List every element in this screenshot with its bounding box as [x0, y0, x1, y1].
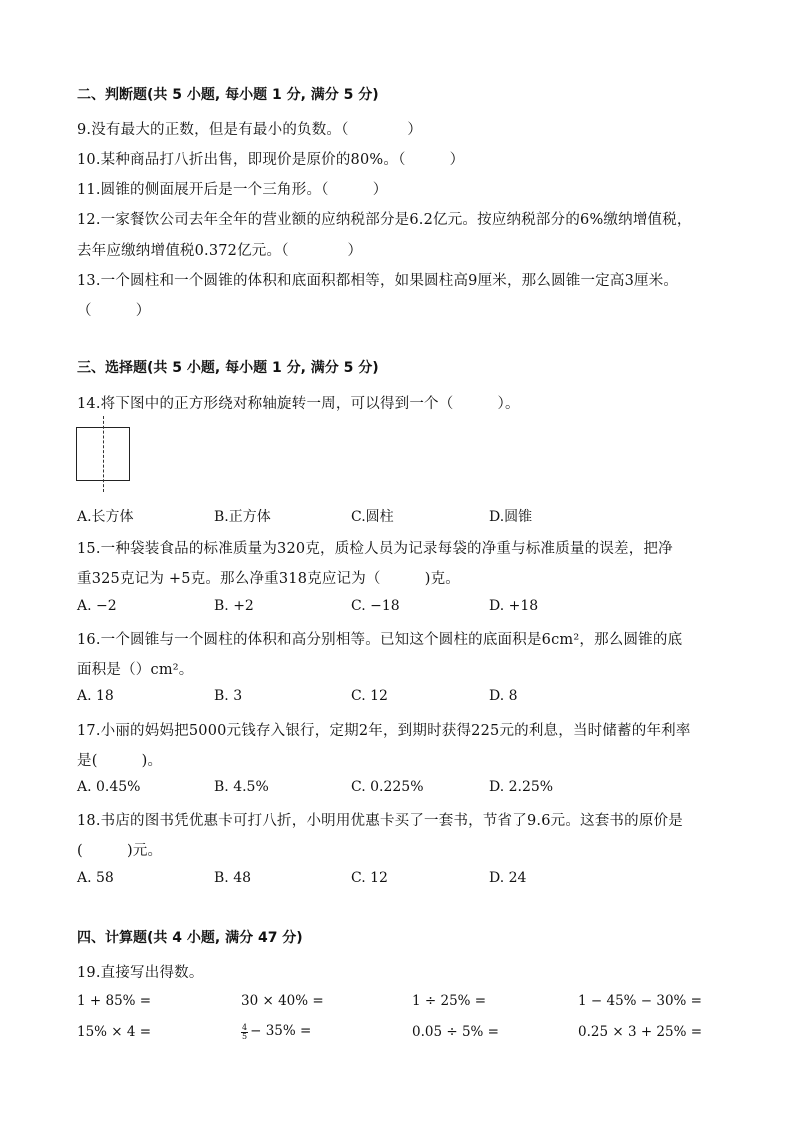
calc-2-2-text: − 35% = [250, 1023, 312, 1039]
question-16-line-2: 面积是（）cm²。 [77, 662, 194, 678]
calc-1-1: 1 + 85% = [77, 993, 152, 1009]
section-heading-choice: 三、选择题(共 5 小题, 每小题 1 分, 满分 5 分) [77, 360, 379, 376]
q15-option-a: A. −2 [77, 598, 117, 614]
question-16-line-1: 16.一个圆锥与一个圆柱的体积和高分别相等。已知这个圆柱的底面积是6cm²，那么圆锥的底 [77, 632, 683, 648]
q18-option-a: A. 58 [77, 870, 114, 886]
question-9: 9.没有最大的正数，但是有最小的负数。（ ） [77, 122, 423, 138]
q16-option-b: B. 3 [214, 688, 243, 704]
fraction-denominator: 5 [242, 1032, 248, 1041]
question-12-line-1: 12.一家餐饮公司去年全年的营业额的应纳税部分是6.2亿元。按应纳税部分的6%缴纳增值税， [77, 212, 692, 228]
question-10: 10.某种商品打八折出售，即现价是原价的80%。（ ） [77, 152, 465, 168]
q15-option-c: C. −18 [351, 598, 400, 614]
section-heading-judgement: 二、判断题(共 5 小题, 每小题 1 分, 满分 5 分) [77, 87, 379, 103]
symmetry-axis [103, 416, 104, 492]
calc-1-4: 1 − 45% − 30% = [578, 993, 702, 1009]
q18-option-d: D. 24 [489, 870, 527, 886]
question-19: 19.直接写出得数。 [77, 965, 204, 981]
q14-option-b: B.正方体 [214, 509, 271, 525]
q14-option-c: C.圆柱 [351, 509, 394, 525]
q16-option-c: C. 12 [351, 688, 388, 704]
question-11: 11.圆锥的侧面展开后是一个三角形。（ ） [77, 182, 388, 198]
q17-option-d: D. 2.25% [489, 779, 554, 795]
q18-option-c: C. 12 [351, 870, 388, 886]
question-17-line-2: 是( )。 [77, 753, 163, 769]
q16-option-d: D. 8 [489, 688, 518, 704]
calc-1-3: 1 ÷ 25% = [412, 993, 487, 1009]
question-13-line-2: （ ） [77, 303, 151, 319]
q17-option-b: B. 4.5% [214, 779, 269, 795]
q17-option-a: A. 0.45% [77, 779, 141, 795]
question-14: 14.将下图中的正方形绕对称轴旋转一周，可以得到一个（ ）。 [77, 396, 520, 412]
question-18-line-1: 18.书店的图书凭优惠卡可打八折，小明用优惠卡买了一套书，节省了9.6元。这套书的原价是 [77, 813, 683, 829]
question-13-line-1: 13.一个圆柱和一个圆锥的体积和底面积都相等，如果圆柱高9厘米，那么圆锥一定高3厘米。 [77, 273, 679, 289]
calc-1-2: 30 × 40% = [241, 993, 324, 1009]
q14-option-d: D.圆锥 [489, 509, 533, 525]
fraction-numerator: 4 [242, 1023, 248, 1032]
calc-2-2 [241, 1023, 311, 1041]
calc-2-4: 0.25 × 3 + 25% = [578, 1024, 703, 1040]
q15-option-d: D. +18 [489, 598, 539, 614]
question-15-line-1: 15.一种袋装食品的标准质量为320克，质检人员为记录每袋的净重与标准质量的误差，把净 [77, 541, 673, 557]
fraction-four-fifths [241, 1024, 248, 1041]
q18-option-b: B. 48 [214, 870, 252, 886]
q15-option-b: B. +2 [214, 598, 254, 614]
question-18-line-2: ( )元。 [77, 843, 163, 859]
calc-2-3: 0.05 ÷ 5% = [412, 1024, 499, 1040]
section-heading-calculation: 四、计算题(共 4 小题, 满分 47 分) [77, 930, 303, 946]
q14-option-a: A.长方体 [77, 509, 134, 525]
question-12-line-2: 去年应缴纳增值税0.372亿元。（ ） [77, 243, 363, 259]
q16-option-a: A. 18 [77, 688, 114, 704]
question-17-line-1: 17.小丽的妈妈把5000元钱存入银行，定期2年，到期时获得225元的利息，当时储蓄的年利率 [77, 723, 691, 739]
question-15-line-2: 重325克记为 +5克。那么净重318克应记为（ )克。 [77, 571, 460, 587]
calc-2-1: 15% × 4 = [77, 1024, 152, 1040]
q17-option-c: C. 0.225% [351, 779, 424, 795]
